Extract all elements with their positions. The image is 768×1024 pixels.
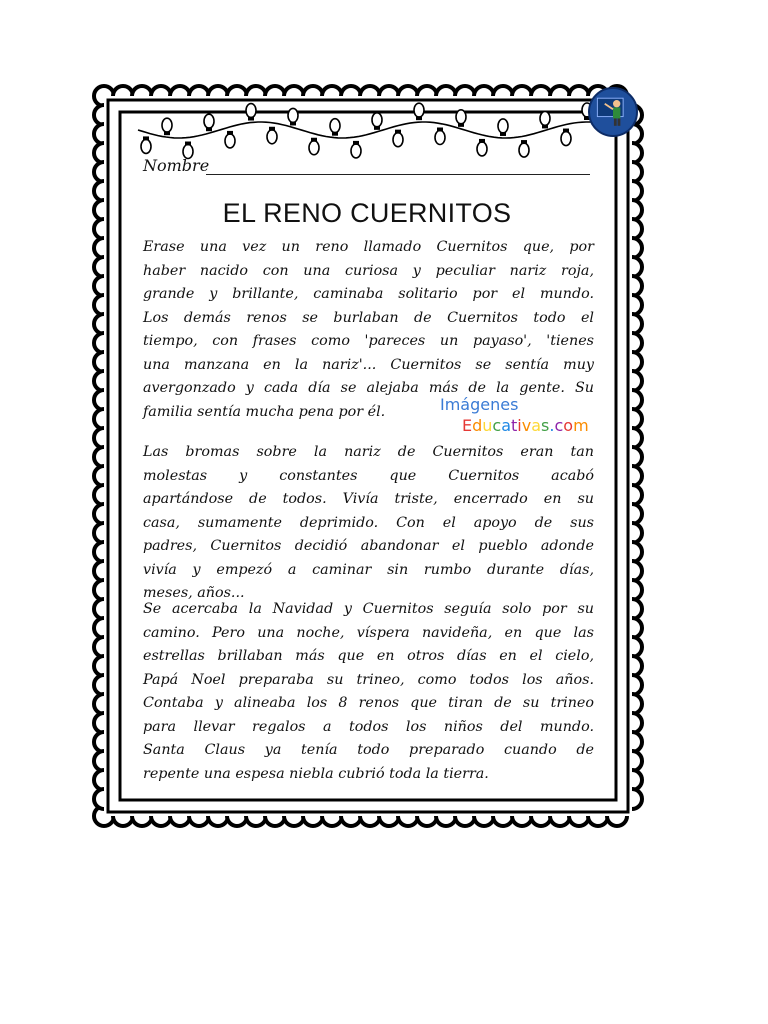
light-bulb-icon xyxy=(330,119,340,133)
light-bulb-cap xyxy=(227,131,233,135)
text-line: Las bromas sobre la nariz de Cuernitos eran tan xyxy=(143,444,594,460)
page-title: EL RENO CUERNITOS xyxy=(222,198,512,228)
watermark-logo xyxy=(440,394,589,436)
light-bulb-cap xyxy=(248,117,254,121)
light-bulb-cap xyxy=(500,132,506,136)
light-bulb-cap xyxy=(395,130,401,134)
light-bulb-icon xyxy=(372,113,382,127)
watermark-line1: Imágenes xyxy=(440,395,519,414)
light-bulb-icon xyxy=(561,132,571,146)
light-bulb-cap xyxy=(521,140,527,144)
name-line xyxy=(206,174,590,175)
text-line: vivía y empezó a caminar sin rumbo durante días, xyxy=(143,561,594,578)
light-bulb-icon xyxy=(351,144,361,158)
text-line: Erase una vez un reno llamado Cuernitos que, por xyxy=(143,239,594,255)
light-bulb-cap xyxy=(563,129,569,133)
text-line: repente una espesa niebla cubrió toda la tierra. xyxy=(143,765,489,782)
light-bulb-cap xyxy=(206,127,212,131)
light-bulb-cap xyxy=(479,139,485,143)
light-bulb-icon xyxy=(267,130,277,144)
light-bulb-icon xyxy=(540,111,550,125)
paragraph-2 xyxy=(143,441,594,606)
light-bulb-cap xyxy=(332,132,338,136)
light-bulb-cap xyxy=(269,127,275,131)
text-line: Se acercaba la Navidad y Cuernitos seguía solo por su xyxy=(143,601,594,617)
text-line: familia sentía mucha pena por él. xyxy=(143,403,386,420)
light-bulb-cap xyxy=(143,136,149,140)
light-bulb-icon xyxy=(288,108,298,122)
text-line: una manzana en la nariz'... Cuernitos se sentía muy xyxy=(143,356,594,373)
text-line: padres, Cuernitos decidió abandonar el pueblo adonde xyxy=(143,538,594,554)
text-line: estrellas brillaban más que en otros días en el cielo, xyxy=(143,648,594,664)
text-line: molestas y constantes que Cuernitos acabó xyxy=(143,467,594,484)
light-bulb-cap xyxy=(458,123,464,127)
light-bulb-icon xyxy=(435,130,445,144)
logo-badge xyxy=(588,87,638,137)
light-bulb-icon xyxy=(477,142,487,156)
light-bulb-icon xyxy=(309,141,319,155)
light-bulb-icon xyxy=(204,114,214,128)
text-line: para llevar regalos a todos los niños del mundo. xyxy=(143,718,594,735)
light-bulb-cap xyxy=(437,127,443,131)
light-bulb-cap xyxy=(542,124,548,128)
light-bulb-icon xyxy=(498,119,508,133)
light-bulb-cap xyxy=(416,116,422,120)
teacher-figure-icon xyxy=(590,89,636,135)
light-bulb-icon xyxy=(246,104,256,118)
text-line: meses, años... xyxy=(143,585,245,601)
text-line: Contaba y alineaba los 8 renos que tiran de su trineo xyxy=(143,695,594,711)
light-bulb-cap xyxy=(185,142,191,146)
light-bulb-icon xyxy=(519,143,529,157)
text-line: Los demás renos se burlaban de Cuernitos todo el xyxy=(143,309,594,326)
light-bulb-icon xyxy=(225,134,235,148)
text-line: tiempo, con frases como 'pareces un payaso', 'tienes xyxy=(143,333,594,349)
light-bulb-cap xyxy=(374,126,380,130)
text-line: haber nacido con una curiosa y peculiar nariz roja, xyxy=(143,262,594,279)
light-bulb-cap xyxy=(353,141,359,145)
light-bulb-cap xyxy=(164,131,170,135)
text-line: apartándose de todos. Vivía triste, encerrado en su xyxy=(143,491,594,507)
text-line: casa, sumamente deprimido. Con el apoyo de sus xyxy=(143,514,594,531)
paragraph-3 xyxy=(143,598,594,786)
light-bulb-icon xyxy=(393,133,403,147)
light-bulb-icon xyxy=(414,103,424,117)
light-bulb-cap xyxy=(311,138,317,142)
text-line: grande y brillante, caminaba solitario por el mundo. xyxy=(143,286,594,302)
text-line: Papá Noel preparaba su trineo, como todos los años. xyxy=(143,671,594,688)
light-bulb-icon xyxy=(162,118,172,132)
text-line: Santa Claus ya tenía todo preparado cuando de xyxy=(143,742,594,758)
name-label: Nombre xyxy=(143,156,210,175)
text-line: camino. Pero una noche, víspera navideña, en que las xyxy=(143,624,594,641)
light-bulb-icon xyxy=(456,110,466,124)
light-bulb-icon xyxy=(141,139,151,153)
light-bulb-cap xyxy=(290,121,296,125)
watermark-line2: Educativas.com xyxy=(462,416,589,435)
text-line: avergonzado y cada día se alejaba más de la gente. Su xyxy=(143,380,594,396)
